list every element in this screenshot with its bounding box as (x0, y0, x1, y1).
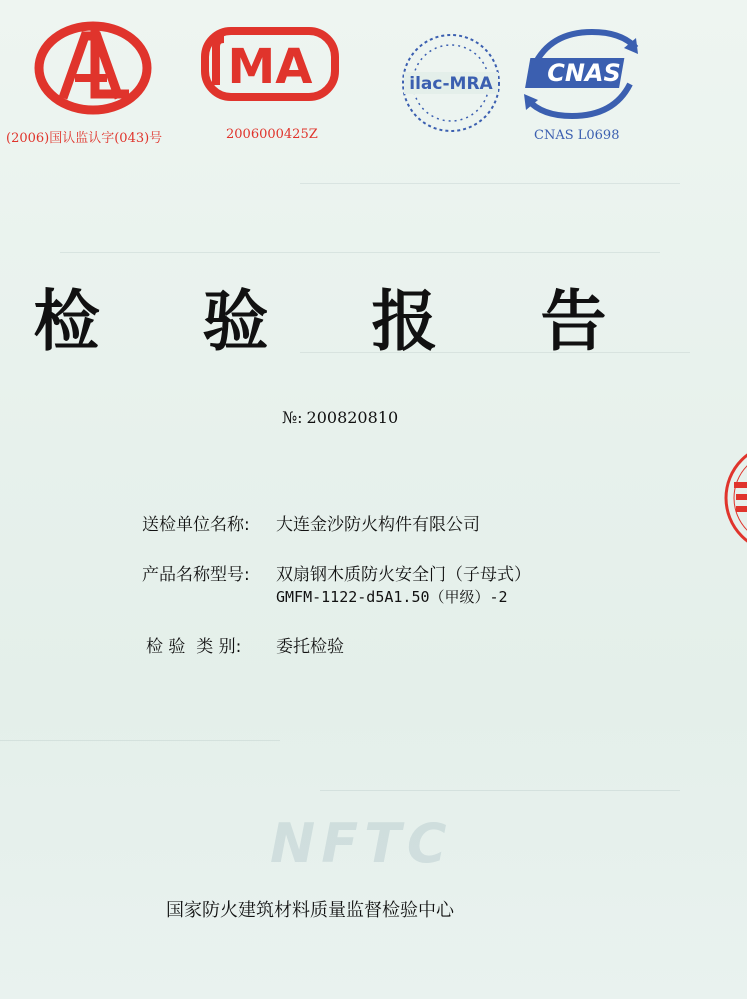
red-seal (722, 438, 747, 558)
cal-caption: (2006)国认监认字(043)号 (6, 131, 163, 146)
cma-mark-icon (200, 25, 340, 105)
svg-text:CNAS: CNAS (547, 59, 621, 87)
cnas-caption: CNAS L0698 (534, 128, 620, 143)
field-submitter (142, 510, 480, 535)
svg-text:ilac-MRA: ilac-MRA (409, 74, 493, 94)
cnas-logo (520, 26, 642, 122)
report-number-value: 200820810 (306, 408, 399, 427)
cma-logo (200, 25, 340, 105)
svg-text:MA: MA (227, 39, 313, 95)
field-label: 送检单位名称: (142, 515, 250, 535)
field-label: 检 验 类 别: (146, 637, 242, 657)
field-value: 双扇钢木质防火安全门（子母式） (276, 565, 531, 585)
nftc-watermark: NFTC (270, 812, 453, 875)
field-product (142, 560, 531, 585)
report-number-prefix: №: (282, 408, 303, 427)
red-seal-icon (722, 438, 747, 558)
report-number (282, 408, 402, 427)
cma-caption: 2006000425Z (226, 127, 318, 142)
background-line (320, 790, 680, 791)
field-value-model: GMFM-1122-d5A1.50（甲级）-2 (276, 588, 508, 606)
field-label: 产品名称型号: (142, 565, 250, 585)
cal-logo (33, 18, 153, 118)
background-line (0, 740, 280, 741)
page-title: 检 验 报 告 (33, 282, 647, 360)
field-value: 委托检验 (276, 637, 344, 657)
cal-mark-icon (33, 18, 153, 118)
issuer: 国家防火建筑材料质量监督检验中心 (166, 900, 454, 921)
cnas-mark-icon (520, 26, 642, 122)
field-value: 大连金沙防火构件有限公司 (276, 515, 480, 535)
ilac-mra-icon (398, 30, 504, 136)
background-line (300, 183, 680, 184)
field-inspection-type (146, 632, 344, 657)
background-line (60, 252, 660, 253)
ilac-logo (398, 30, 504, 136)
